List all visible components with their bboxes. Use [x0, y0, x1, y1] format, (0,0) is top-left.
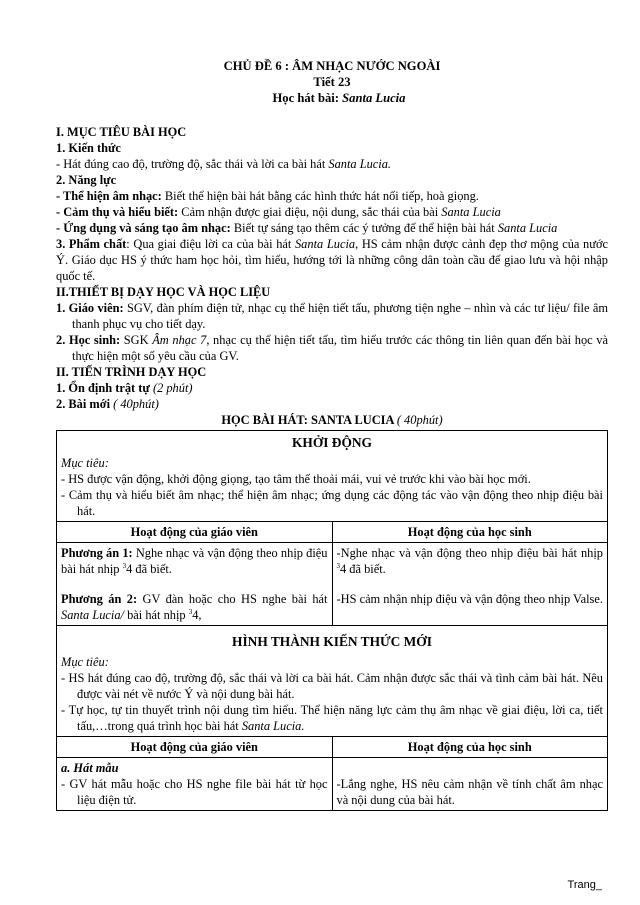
step-2 — [56, 396, 608, 412]
plan-2-song: Santa Lucia/ — [61, 608, 124, 622]
warmup-col-student: Hoạt động của học sinh — [332, 522, 608, 543]
warmup-teacher-cell — [57, 543, 333, 626]
quality-paragraph — [56, 236, 608, 284]
ability-3-song: Santa Lucia — [497, 221, 558, 235]
warmup-teacher-plan-1 — [61, 545, 328, 577]
student-plan-1-end: đã biết. — [346, 562, 386, 576]
meter-bottom: 4 — [340, 562, 347, 576]
knowledge-student-cell — [332, 758, 608, 811]
warmup-goal-label: Mục tiêu: — [61, 456, 109, 470]
section1-heading: I. MỤC TIÊU BÀI HỌC — [56, 125, 187, 139]
ability-1-label: - Thể hiện âm nhạc: — [56, 189, 162, 203]
quality-text-1: : Qua giai điệu lời ca của bài hát — [126, 237, 295, 251]
song-heading — [56, 412, 608, 428]
student-text-1: SGK — [120, 333, 153, 347]
step-2-time: ( 40phút) — [110, 397, 159, 411]
knowledge-teacher-text: - GV hát mẫu hoặc cho HS nghe file bài hát từ học liệu điện tử. — [61, 777, 328, 807]
step-1-time: (2 phút) — [149, 381, 193, 395]
document-page — [56, 58, 608, 811]
knowledge-goal-2-song: Santa Lucia. — [241, 719, 305, 733]
ability-2 — [56, 204, 608, 220]
ability-3-label: - Ứng dụng và sáng tạo âm nhạc: — [56, 221, 231, 235]
plan-1-text: Nghe nhạc và vận động theo nhịp điệu bài hát nhịp — [61, 546, 328, 576]
ability-1 — [56, 188, 608, 204]
knowledge-text — [56, 156, 608, 172]
step-1 — [56, 380, 608, 396]
ability-3 — [56, 220, 608, 236]
song-heading-time: ( 40phút) — [396, 413, 443, 427]
song-title-prefix: Học hát bài: — [272, 91, 343, 105]
knowledge-goal-2-text: - Tự học, tự tin thuyết trình nội dung tìm hiểu. Thể hiện năng lực cảm thụ âm nhạc về giai điệu, lời ca, tiết tấu,…trong quá trình học bài hát — [61, 703, 603, 733]
knowledge-teacher-subtitle: a. Hát mẫu — [61, 761, 119, 775]
page-footer: Trang_ — [567, 879, 602, 891]
knowledge-song: Santa Lucia. — [328, 157, 392, 171]
step-2-label: 2. Bài mới — [56, 397, 111, 411]
warmup-goal-cell — [57, 431, 608, 522]
meter-bottom: 4 — [192, 608, 199, 622]
quality-text-2: , HS cảm nhận được cảnh đẹp thơ mộng của nước Ý. Giáo dục HS ý thức ham học hỏi, tìm hiểu, hướng tới là những công dân toàn cầu để giao lưu và hội nhập quốc tế. — [56, 237, 608, 283]
plan-1-label: Phương án 1: — [61, 546, 133, 560]
student-text-2: , nhạc cụ thể hiện tiết tấu, tìm hiểu trước các thông tin liên quan đến bài học và thực hiện một số yêu cầu của GV. — [72, 333, 609, 363]
knowledge-col-teacher: Hoạt động của giáo viên — [57, 737, 333, 758]
quality-song: Santa Lucia — [294, 237, 356, 251]
student-book: Âm nhạc 7 — [152, 333, 207, 347]
meter-top: 3 — [336, 561, 340, 570]
ability-3-text: Biết tự sáng tạo thêm các ý tưởng để thể hiện bài hát — [230, 221, 498, 235]
plan-1-end: đã biết. — [132, 562, 172, 576]
student-equipment — [56, 332, 608, 364]
student-label: 2. Học sinh: — [56, 333, 121, 347]
knowledge-body: - Hát đúng cao độ, trường độ, sắc thái và lời ca bài hát — [56, 157, 329, 171]
plan-2-label: Phương án 2: — [61, 592, 138, 606]
meter-bottom: 4 — [126, 562, 133, 576]
song-title-name: Santa Lucia — [342, 91, 406, 105]
plan-2-text: GV đàn hoặc cho HS nghe bài hát — [137, 592, 328, 606]
teacher-label: 1. Giáo viên: — [56, 301, 124, 315]
knowledge-teacher-cell — [57, 758, 333, 811]
ability-2-label: - Cảm thụ và hiểu biết: — [56, 205, 179, 219]
ability-2-song: Santa Lucia — [441, 205, 501, 219]
ability-1-text: Biết thể hiện bài hát bằng các hình thức hát nối tiếp, hoà giọng. — [161, 189, 479, 203]
step-1-label: 1. Ổn định trật tự — [56, 381, 150, 395]
warmup-student-plan-2: -HS cảm nhận nhịp điệu và vận động theo nhịp Valse. — [336, 592, 603, 606]
ability-2-text: Cảm nhận được giai điệu, nội dung, sắc thái của bài — [178, 205, 442, 219]
knowledge-student-text: -Lắng nghe, HS nêu cảm nhận về tính chất âm nhạc và nội dung của bài hát. — [336, 777, 603, 807]
knowledge-title: 1. Kiến thức — [56, 141, 121, 155]
meter-top: 3 — [188, 607, 193, 616]
warmup-goal-1: - HS được vận động, khởi động giọng, tạo tâm thế thoải mái, vui vẻ trước khi vào bài học mới. — [61, 472, 531, 486]
warmup-col-teacher: Hoạt động của giáo viên — [57, 522, 333, 543]
knowledge-goal-cell — [57, 626, 608, 737]
quality-label: 3. Phẩm chất — [56, 237, 127, 251]
warmup-student-plan-1 — [337, 545, 604, 577]
student-plan-1-text: -Nghe nhạc và vận động theo nhịp điệu bài hát nhịp — [336, 546, 603, 560]
lesson-number: Tiết 23 — [313, 75, 351, 89]
plan-2-end: bài hát nhịp — [124, 608, 189, 622]
ability-title: 2. Năng lực — [56, 173, 117, 187]
warmup-student-cell — [332, 543, 608, 626]
meter-top: 3 — [122, 561, 127, 570]
teacher-text: SGV, đàn phím điện tử, nhạc cụ thể hiện tiết tấu, phương tiện nghe – nhìn và các tư liệu/ file âm thanh phục vụ cho tiết dạy. — [72, 301, 608, 331]
knowledge-section-title: HÌNH THÀNH KIẾN THỨC MỚI — [232, 634, 432, 649]
knowledge-goal-2 — [61, 702, 603, 734]
section2-heading: II.THIẾT BỊ DẠY HỌC VÀ HỌC LIỆU — [56, 285, 271, 299]
song-heading-text: HỌC BÀI HÁT: SANTA LUCIA — [221, 413, 397, 427]
song-title-line — [56, 90, 608, 106]
section3-heading: II. TIẾN TRÌNH DẠY HỌC — [56, 365, 207, 379]
knowledge-col-student: Hoạt động của học sinh — [332, 737, 608, 758]
knowledge-goal-1: - HS hát đúng cao độ, trường độ, sắc thái và lời ca bài hát. Cảm nhận được sắc thái và tình cảm bài hát. Nêu được vài nét về nước Ý và nội dung bài hát. — [61, 671, 603, 701]
warmup-title: KHỞI ĐỘNG — [292, 435, 372, 450]
warmup-goal-2: - Cảm thụ và hiểu biết âm nhạc; thể hiện âm nhạc; ứng dụng các động tác vào vận động theo nhịp điệu bài hát. — [61, 488, 603, 518]
knowledge-goal-label: Mục tiêu: — [61, 655, 109, 669]
warmup-table — [56, 430, 608, 811]
teacher-equipment — [56, 300, 608, 332]
topic-title: CHỦ ĐỀ 6 : ÂM NHẠC NƯỚC NGOÀI — [223, 59, 441, 73]
warmup-teacher-plan-2: Phương án 2: GV đàn hoặc cho HS nghe bài hát Santa Lucia/ bài hát nhịp $^3$4, — [61, 592, 328, 622]
